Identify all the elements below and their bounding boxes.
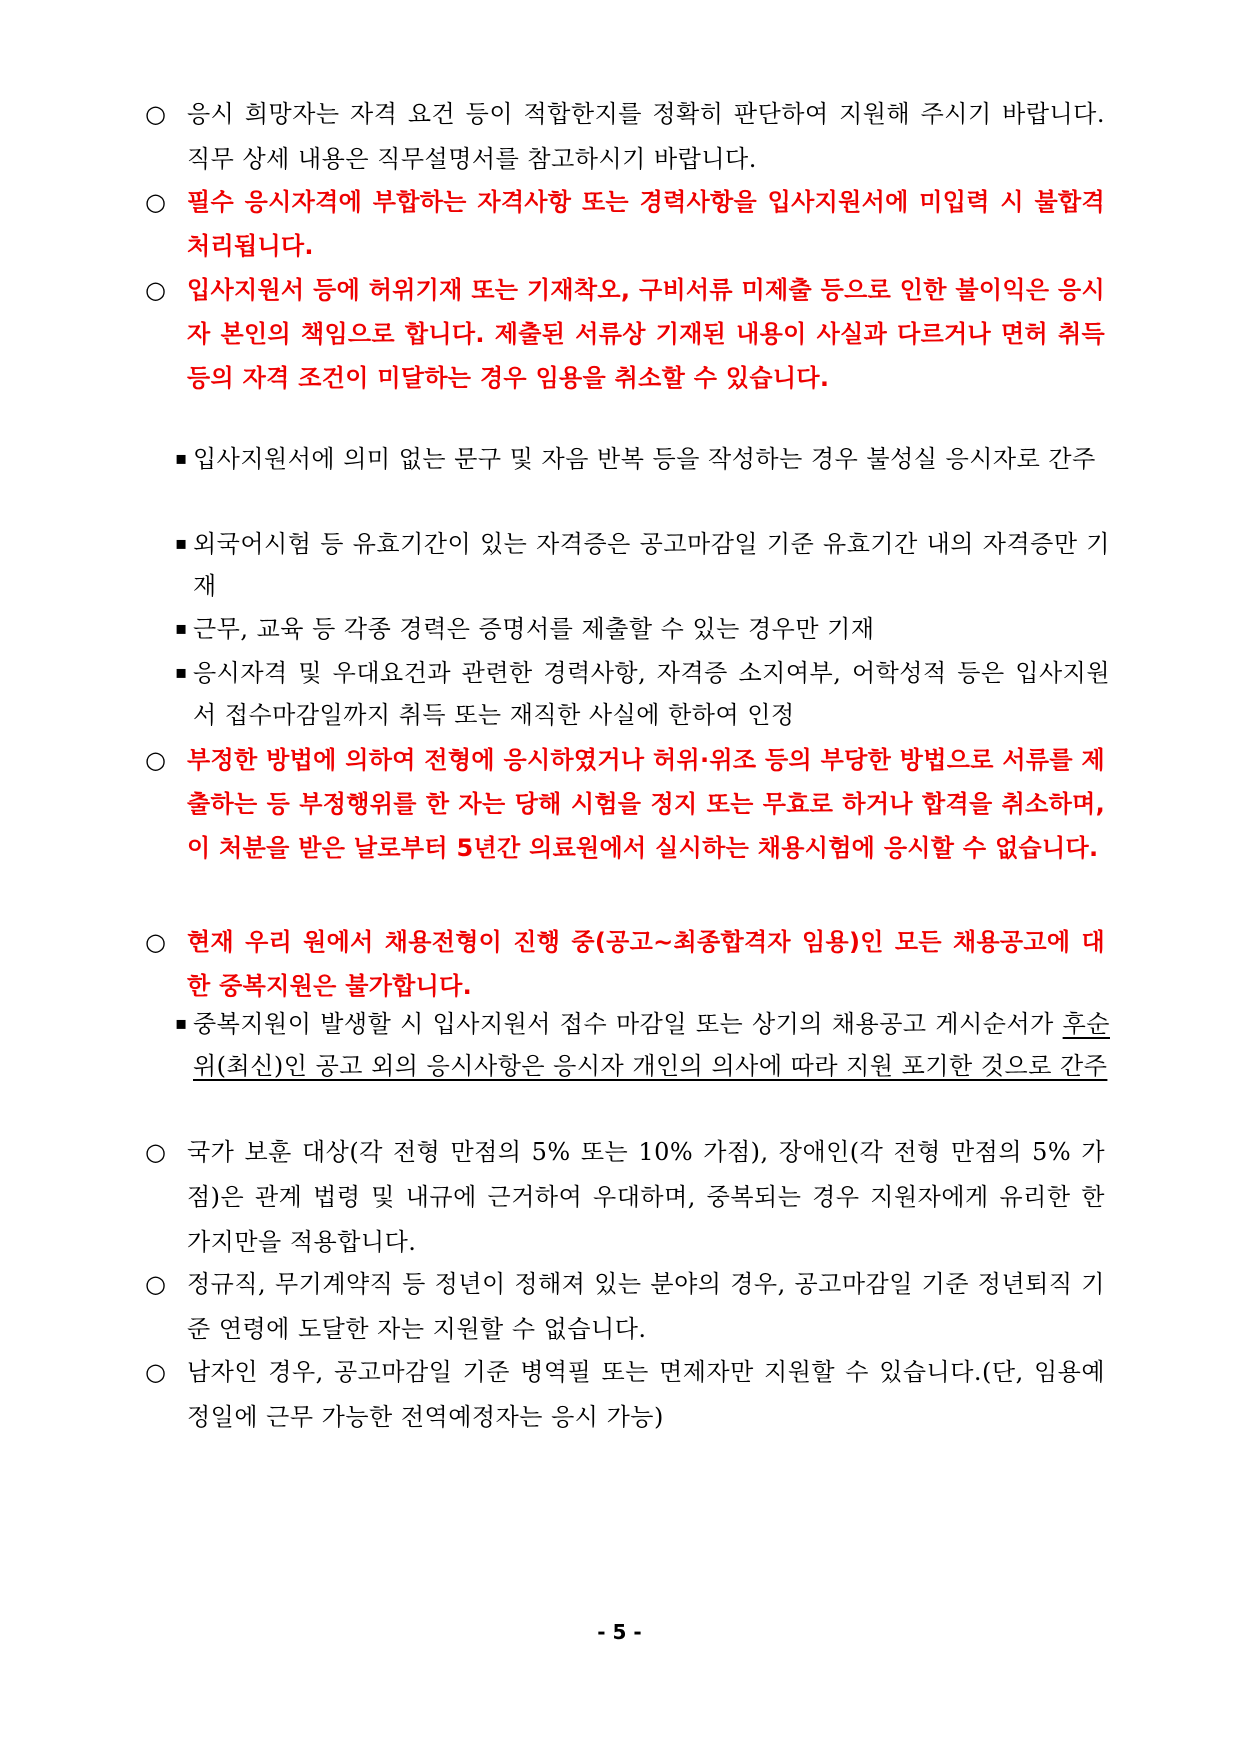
notice-item-2 bbox=[145, 180, 1105, 268]
notice-text-important: 입사지원서 등에 허위기재 또는 기재착오, 구비서류 미제출 등으로 인한 불이익은 응시자 본인의 책임으로 합니다. 제출된 서류상 기재된 내용이 사실과 다르거나 면허 취득 등의 자격 조건이 미달하는 경우 임용을 취소할 수 있습니다. bbox=[187, 276, 1105, 392]
circle-marker-icon: ○ bbox=[145, 1358, 166, 1386]
page-number: - 5 - bbox=[597, 1620, 642, 1644]
square-bullet-icon: ▪ bbox=[175, 618, 188, 639]
bullet-text: 외국어시험 등 유효기간이 있는 자격증은 공고마감일 기준 유효기간 내의 자격증만 기재 bbox=[193, 530, 1110, 600]
notice-text-important: 현재 우리 원에서 채용전형이 진행 중(공고∼최종합격자 임용)인 모든 채용공고에 대한 중복지원은 불가합니다. bbox=[187, 928, 1105, 1000]
notice-text-important: 필수 응시자격에 부합하는 자격사항 또는 경력사항을 입사지원서에 미입력 시 불합격 처리됩니다. bbox=[187, 188, 1105, 260]
notice-item-5 bbox=[145, 920, 1105, 1008]
square-bullet-icon: ▪ bbox=[175, 448, 188, 469]
square-bullet-icon: ▪ bbox=[175, 533, 188, 554]
bullet-text: 근무, 교육 등 각종 경력은 증명서를 제출할 수 있는 경우만 기재 bbox=[193, 615, 875, 643]
circle-marker-icon: ○ bbox=[145, 928, 166, 956]
square-bullet-icon: ▪ bbox=[175, 662, 188, 683]
sub-bullet-3 bbox=[175, 608, 1110, 650]
circle-marker-icon: ○ bbox=[145, 1270, 166, 1298]
sub-bullet-1 bbox=[175, 438, 1110, 480]
bullet-text bbox=[193, 1003, 1110, 1087]
notice-text-important: 부정한 방법에 의하여 전형에 응시하였거나 허위·위조 등의 부당한 방법으로 서류를 제출하는 등 부정행위를 한 자는 당해 시험을 정지 또는 무효로 하거나 합격을 취소하며, 이 처분을 받은 날로부터 5년간 의료원에서 실시하는 채용시험에 응시할 수 없습니다. bbox=[187, 746, 1105, 862]
notice-item-4 bbox=[145, 738, 1105, 870]
notice-text: 국가 보훈 대상(각 전형 만점의 5% 또는 10% 가점), 장애인(각 전형 만점의 5% 가점)은 관계 법령 및 내규에 근거하여 우대하며, 중복되는 경우 지원자에게 유리한 한 가지만을 적용합니다. bbox=[187, 1138, 1105, 1256]
notice-item-1 bbox=[145, 92, 1105, 182]
circle-marker-icon: ○ bbox=[145, 188, 166, 216]
square-bullet-icon: ▪ bbox=[175, 1013, 188, 1034]
notice-text: 정규직, 무기계약직 등 정년이 정해져 있는 분야의 경우, 공고마감일 기준 정년퇴직 기준 연령에 도달한 자는 지원할 수 없습니다. bbox=[187, 1270, 1105, 1343]
notice-text: 남자인 경우, 공고마감일 기준 병역필 또는 면제자만 지원할 수 있습니다.(단, 임용예정일에 근무 가능한 전역예정자는 응시 가능) bbox=[187, 1358, 1105, 1431]
bullet-text-underlined: 후순위(최신)인 공고 외의 응시사항은 응시자 개인의 의사에 따라 지원 포기한 것으로 간주 bbox=[193, 1010, 1110, 1080]
circle-marker-icon: ○ bbox=[145, 276, 166, 304]
notice-item-3 bbox=[145, 268, 1105, 400]
circle-marker-icon: ○ bbox=[145, 1138, 166, 1166]
notice-text: 응시 희망자는 자격 요건 등이 적합한지를 정확히 판단하여 지원해 주시기 바랍니다. 직무 상세 내용은 직무설명서를 참고하시기 바랍니다. bbox=[187, 100, 1105, 173]
bullet-text-plain: 중복지원이 발생할 시 입사지원서 접수 마감일 또는 상기의 채용공고 게시순서가 bbox=[193, 1010, 1063, 1038]
notice-item-8 bbox=[145, 1350, 1105, 1440]
notice-item-6 bbox=[145, 1130, 1105, 1265]
sub-bullet-4 bbox=[175, 652, 1110, 736]
sub-bullet-2 bbox=[175, 523, 1110, 607]
notice-item-7 bbox=[145, 1262, 1105, 1352]
bullet-text: 입사지원서에 의미 없는 문구 및 자음 반복 등을 작성하는 경우 불성실 응시자로 간주 bbox=[193, 445, 1096, 473]
circle-marker-icon: ○ bbox=[145, 100, 166, 128]
bullet-text: 응시자격 및 우대요건과 관련한 경력사항, 자격증 소지여부, 어학성적 등은 입사지원서 접수마감일까지 취득 또는 재직한 사실에 한하여 인정 bbox=[193, 659, 1110, 729]
sub-bullet-5 bbox=[175, 1003, 1110, 1087]
circle-marker-icon: ○ bbox=[145, 746, 166, 774]
